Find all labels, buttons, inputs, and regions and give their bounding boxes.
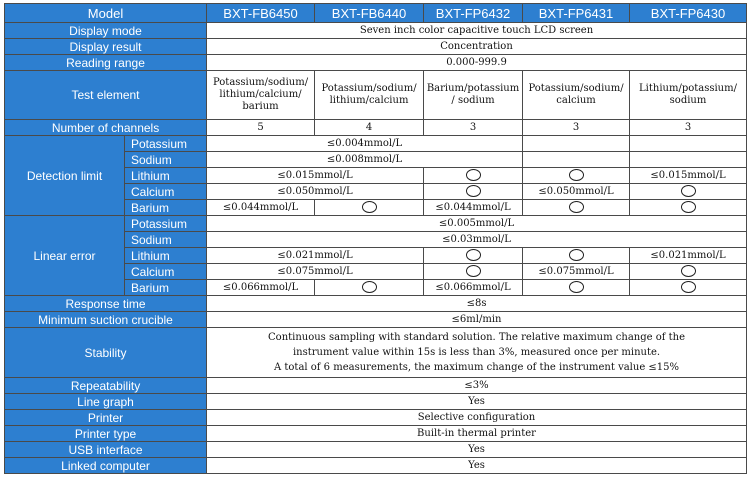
circle-icon [681,185,696,197]
linear-calcium-na-3 [424,264,523,280]
circle-icon [681,281,696,293]
linear-barium-value-a: ≤0.066mmol/L [207,280,315,296]
detection-calcium-label: Calcium [125,184,207,200]
linear-lithium-na-4 [523,248,630,264]
detection-potassium-row [5,136,747,152]
stability-label: Stability [5,328,207,378]
detection-sodium-label: Sodium [125,152,207,168]
printer-label: Printer [5,410,207,426]
channels-value-4: 3 [523,120,630,136]
display-mode-value: Seven inch color capacitive touch LCD screen [207,23,747,39]
linear-potassium-row [5,216,747,232]
printer-value: Selective configuration [207,410,747,426]
circle-icon [362,281,377,293]
circle-icon [362,201,377,213]
detection-lithium-na-3 [424,168,523,184]
linear-calcium-value-a: ≤0.075mmol/L [207,264,424,280]
detection-lithium-label: Lithium [125,168,207,184]
circle-icon [466,265,481,277]
detection-calcium-na-5 [630,184,747,200]
circle-icon [466,169,481,181]
printer-type-value: Built-in thermal printer [207,426,747,442]
detection-lithium-value-b: ≤0.015mmol/L [630,168,747,184]
printer-type-label: Printer type [5,426,207,442]
stability-line-1: Continuous sampling with standard solution. The relative maximum change of the [268,331,686,343]
detection-potassium-empty-5 [630,136,747,152]
linear-calcium-value-b: ≤0.075mmol/L [523,264,630,280]
linear-barium-na-2 [315,280,424,296]
stability-line-2: instrument value within 15s is less than 3%, measured once per minute. [292,346,661,358]
detection-sodium-empty-5 [630,152,747,168]
usb-label: USB interface [5,442,207,458]
model-header: Model [5,4,207,23]
circle-icon [569,201,584,213]
display-result-value: Concentration [207,39,747,55]
detection-lithium-value-a: ≤0.015mmol/L [207,168,424,184]
linear-barium-value-b: ≤0.066mmol/L [424,280,523,296]
test-element-value-2: Potassium/sodium/ lithium/calcium [315,71,424,120]
model-header-5: BXT-FP6430 [630,4,747,23]
test-element-value-5: Lithium/potassium/ sodium [630,71,747,120]
test-element-value-3: Barium/potassium / sodium [424,71,523,120]
suction-label: Minimum suction crucible [5,312,207,328]
stability-row [5,328,747,378]
detection-calcium-na-3 [424,184,523,200]
channels-value-3: 3 [424,120,523,136]
linked-computer-value: Yes [207,458,747,474]
channels-value-5: 3 [630,120,747,136]
response-time-row [5,296,747,312]
model-header-3: BXT-FP6432 [424,4,523,23]
model-header-1: BXT-FB6450 [207,4,315,23]
line-graph-value: Yes [207,394,747,410]
linear-lithium-value-a: ≤0.021mmol/L [207,248,424,264]
detection-sodium-value: ≤0.008mmol/L [207,152,523,168]
test-element-label: Test element [5,71,207,120]
model-header-2: BXT-FB6440 [315,4,424,23]
linear-barium-label: Barium [125,280,207,296]
printer-type-row [5,426,747,442]
repeatability-value: ≤3% [207,378,747,394]
channels-value-2: 4 [315,120,424,136]
stability-line-3: A total of 6 measurements, the maximum change of the instrument value ≤15% [273,361,680,373]
linear-lithium-label: Lithium [125,248,207,264]
linear-lithium-value-b: ≤0.021mmol/L [630,248,747,264]
detection-lithium-na-4 [523,168,630,184]
detection-barium-na-4 [523,200,630,216]
header-row [5,4,747,23]
detection-barium-na-2 [315,200,424,216]
display-mode-row [5,23,747,39]
linear-calcium-na-5 [630,264,747,280]
detection-barium-value-b: ≤0.044mmol/L [424,200,523,216]
line-graph-row [5,394,747,410]
linear-error-label: Linear error [5,216,125,296]
test-element-value-4: Potassium/sodium/ calcium [523,71,630,120]
detection-barium-value-a: ≤0.044mmol/L [207,200,315,216]
detection-potassium-value: ≤0.004mmol/L [207,136,523,152]
reading-range-value: 0.000-999.9 [207,55,747,71]
linear-barium-na-4 [523,280,630,296]
detection-potassium-label: Potassium [125,136,207,152]
circle-icon [681,265,696,277]
stability-value [207,328,747,378]
detection-potassium-empty-4 [523,136,630,152]
reading-range-row [5,55,747,71]
channels-row [5,120,747,136]
detection-calcium-value-a: ≤0.050mmol/L [207,184,424,200]
circle-icon [569,281,584,293]
repeatability-label: Repeatability [5,378,207,394]
linear-sodium-value: ≤0.03mmol/L [207,232,747,248]
channels-value-1: 5 [207,120,315,136]
linear-potassium-value: ≤0.005mmol/L [207,216,747,232]
circle-icon [681,201,696,213]
linear-sodium-label: Sodium [125,232,207,248]
circle-icon [569,169,584,181]
response-time-label: Response time [5,296,207,312]
detection-sodium-empty-4 [523,152,630,168]
circle-icon [569,249,584,261]
linear-potassium-label: Potassium [125,216,207,232]
detection-barium-na-5 [630,200,747,216]
model-header-4: BXT-FP6431 [523,4,630,23]
test-element-row [5,71,747,120]
repeatability-row [5,378,747,394]
usb-row [5,442,747,458]
usb-value: Yes [207,442,747,458]
test-element-value-1: Potassium/sodium/ lithium/calcium/ barium [207,71,315,120]
line-graph-label: Line graph [5,394,207,410]
circle-icon [466,249,481,261]
circle-icon [466,185,481,197]
spec-table [4,3,747,474]
linear-lithium-na-3 [424,248,523,264]
suction-row [5,312,747,328]
linear-barium-na-5 [630,280,747,296]
reading-range-label: Reading range [5,55,207,71]
display-mode-label: Display mode [5,23,207,39]
channels-label: Number of channels [5,120,207,136]
detection-calcium-value-b: ≤0.050mmol/L [523,184,630,200]
linear-calcium-label: Calcium [125,264,207,280]
detection-barium-label: Barium [125,200,207,216]
suction-value: ≤6ml/min [207,312,747,328]
display-result-row [5,39,747,55]
detection-limit-label: Detection limit [5,136,125,216]
printer-row [5,410,747,426]
linked-computer-row [5,458,747,474]
linked-computer-label: Linked computer [5,458,207,474]
display-result-label: Display result [5,39,207,55]
response-time-value: ≤8s [207,296,747,312]
